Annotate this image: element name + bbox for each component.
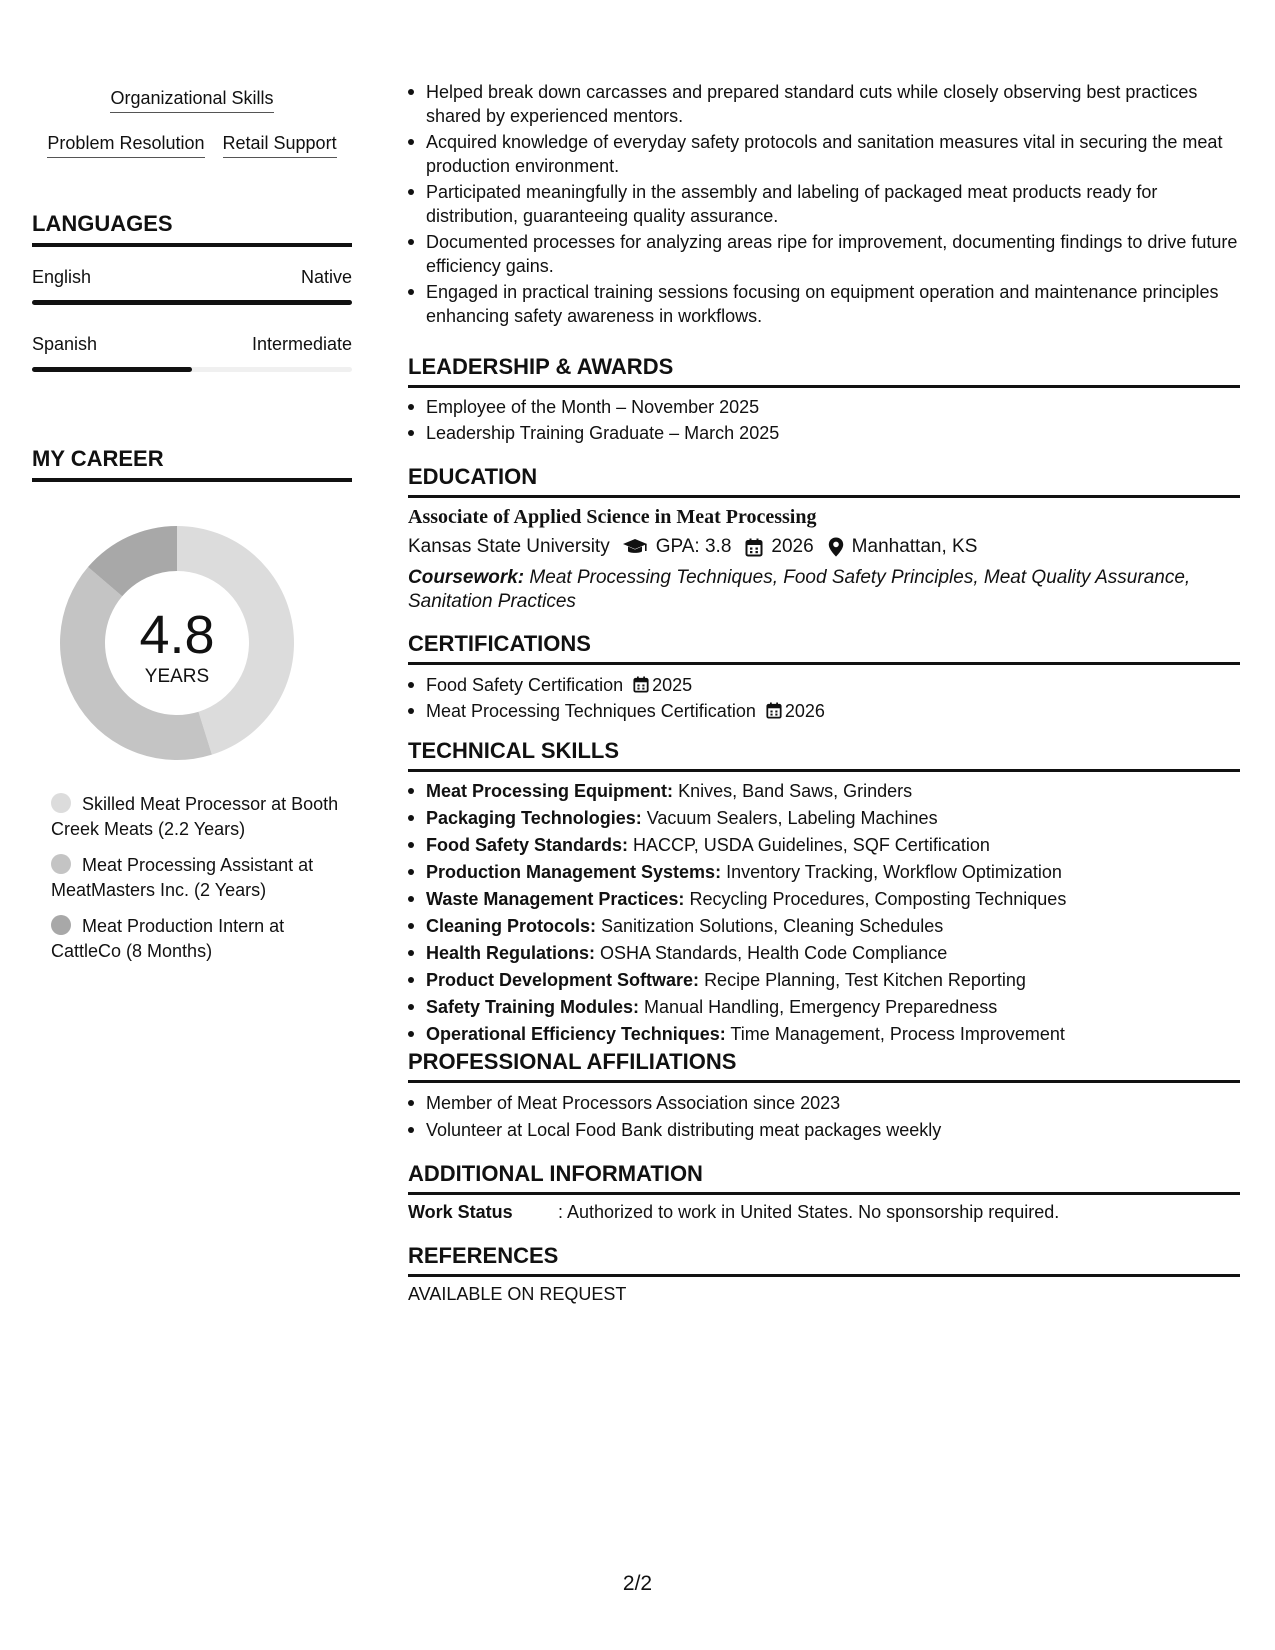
career-donut-chart — [54, 520, 300, 766]
legend-label: Meat Processing Assistant at MeatMasters Inc. (2 Years) — [51, 855, 314, 900]
list-item — [408, 941, 1066, 965]
calendar-icon — [745, 538, 763, 557]
skill-category: Waste Management Practices: — [426, 889, 685, 909]
skill-tag: Problem Resolution — [47, 133, 204, 158]
technical-skills-list — [408, 779, 1066, 1046]
skill-category: Product Development Software: — [426, 970, 700, 990]
work-status-value: : Authorized to work in United States. No sponsorship required. — [558, 1202, 1060, 1222]
list-item — [408, 673, 825, 697]
skill-category: Health Regulations: — [426, 943, 596, 963]
certification-year: 2025 — [652, 675, 693, 695]
skill-values: Vacuum Sealers, Labeling Machines — [646, 808, 938, 828]
work-status — [408, 1202, 1059, 1223]
references-text: AVAILABLE ON REQUEST — [408, 1284, 627, 1304]
skill-values: HACCP, USDA Guidelines, SQF Certification — [633, 835, 990, 855]
skill-values: Manual Handling, Emergency Preparedness — [644, 997, 998, 1017]
legend-label: Skilled Meat Processor at Booth Creek Meats (2.2 Years) — [51, 794, 339, 839]
legend-dot — [51, 915, 71, 935]
skills-row-1 — [32, 88, 352, 113]
language-level: Native — [300, 267, 352, 287]
list-item — [408, 699, 825, 723]
list-item — [408, 833, 1066, 857]
list-item — [408, 914, 1066, 938]
skill-category: Production Management Systems: — [426, 862, 722, 882]
list-item: Volunteer at Local Food Bank distributing meat packages weekly — [408, 1118, 941, 1142]
language-proficiency-bar — [32, 367, 352, 372]
skill-category: Packaging Technologies: — [426, 808, 642, 828]
language-proficiency-bar — [32, 300, 352, 305]
legend-item — [51, 853, 341, 903]
gpa: GPA: 3.8 — [655, 536, 732, 557]
legend-item — [51, 792, 341, 842]
list-item — [408, 887, 1066, 911]
education-heading: EDUCATION — [408, 464, 1240, 498]
career-total-years: 4.8 — [139, 605, 215, 665]
skill-tag: Retail Support — [223, 133, 337, 158]
language-spanish — [32, 334, 352, 372]
experience-bullets — [408, 80, 1240, 328]
skill-category: Meat Processing Equipment: — [426, 781, 674, 801]
skill-tag: Organizational Skills — [110, 88, 273, 113]
language-proficiency-fill — [32, 300, 352, 305]
coursework — [408, 566, 1240, 614]
skill-values: Recipe Planning, Test Kitchen Reporting — [704, 970, 1026, 990]
legend-label: Meat Production Intern at CattleCo (8 Months) — [51, 916, 285, 961]
skill-category: Cleaning Protocols: — [426, 916, 597, 936]
language-english — [32, 267, 352, 305]
school-name: Kansas State University — [408, 536, 610, 557]
affiliations-heading: PROFESSIONAL AFFILIATIONS — [408, 1049, 1240, 1083]
skill-values: Inventory Tracking, Workflow Optimization — [726, 862, 1062, 882]
technical-skills-heading: TECHNICAL SKILLS — [408, 738, 1240, 772]
list-item — [408, 779, 1066, 803]
coursework-label: Coursework: — [408, 567, 525, 588]
certification-name: Food Safety Certification — [426, 675, 624, 695]
language-name: English — [32, 267, 92, 287]
work-status-label: Work Status — [408, 1202, 513, 1222]
additional-info-heading: ADDITIONAL INFORMATION — [408, 1161, 1240, 1195]
list-item — [408, 995, 1066, 1019]
page-number: 2/2 — [622, 1572, 653, 1595]
list-item — [408, 1022, 1066, 1046]
skill-values: Time Management, Process Improvement — [730, 1024, 1065, 1044]
leadership-list — [408, 395, 779, 445]
location-pin-icon — [828, 537, 844, 557]
list-item — [408, 860, 1066, 884]
leadership-heading: LEADERSHIP & AWARDS — [408, 354, 1240, 388]
skill-values: OSHA Standards, Health Code Compliance — [600, 943, 948, 963]
list-item: Acquired knowledge of everyday safety protocols and sanitation measures vital in securing the meat production environment. — [408, 130, 1240, 178]
school-location: Manhattan, KS — [851, 536, 978, 557]
skill-category: Food Safety Standards: — [426, 835, 629, 855]
calendar-icon — [766, 702, 782, 719]
graduation-year: 2026 — [771, 536, 814, 557]
certifications-heading: CERTIFICATIONS — [408, 631, 1240, 665]
career-heading: MY CAREER — [32, 446, 352, 482]
skill-values: Sanitization Solutions, Cleaning Schedules — [601, 916, 944, 936]
list-item: Leadership Training Graduate – March 2025 — [408, 421, 779, 445]
references-heading: REFERENCES — [408, 1243, 1240, 1277]
skill-category: Safety Training Modules: — [426, 997, 640, 1017]
legend-item — [51, 914, 341, 964]
graduation-cap-icon — [622, 538, 648, 556]
career-legend — [51, 792, 341, 975]
list-item — [408, 968, 1066, 992]
skill-values: Knives, Band Saws, Grinders — [678, 781, 913, 801]
certifications-list — [408, 673, 825, 723]
language-proficiency-fill — [32, 367, 192, 372]
list-item: Helped break down carcasses and prepared standard cuts while closely observing best practices shared by experienced mentors. — [408, 80, 1240, 128]
list-item: Member of Meat Processors Association since 2023 — [408, 1091, 941, 1115]
language-name: Spanish — [32, 334, 98, 354]
skill-values: Recycling Procedures, Composting Techniques — [689, 889, 1067, 909]
legend-dot — [51, 793, 71, 813]
list-item: Documented processes for analyzing areas ripe for improvement, documenting findings to drive future efficiency gains. — [408, 230, 1240, 278]
career-years-unit: YEARS — [144, 666, 210, 687]
skill-category: Operational Efficiency Techniques: — [426, 1024, 726, 1044]
languages-heading: LANGUAGES — [32, 211, 352, 247]
list-item: Engaged in practical training sessions focusing on equipment operation and maintenance principles enhancing safety awareness in workflows. — [408, 280, 1240, 328]
list-item: Employee of the Month – November 2025 — [408, 395, 779, 419]
degree-title: Associate of Applied Science in Meat Processing — [408, 506, 817, 528]
certification-year: 2026 — [784, 701, 825, 721]
skills-row-2 — [32, 133, 352, 158]
list-item: Participated meaningfully in the assembly and labeling of packaged meat products ready for distribution, guaranteeing quality assurance. — [408, 180, 1240, 228]
calendar-icon — [633, 676, 649, 693]
education-details — [408, 536, 977, 558]
coursework-list: Meat Processing Techniques, Food Safety Principles, Meat Quality Assurance, Sanitation Practices — [408, 567, 1191, 612]
list-item — [408, 806, 1066, 830]
legend-dot — [51, 854, 71, 874]
certification-name: Meat Processing Techniques Certification — [426, 701, 756, 721]
affiliations-list — [408, 1091, 941, 1142]
language-level: Intermediate — [251, 334, 352, 354]
